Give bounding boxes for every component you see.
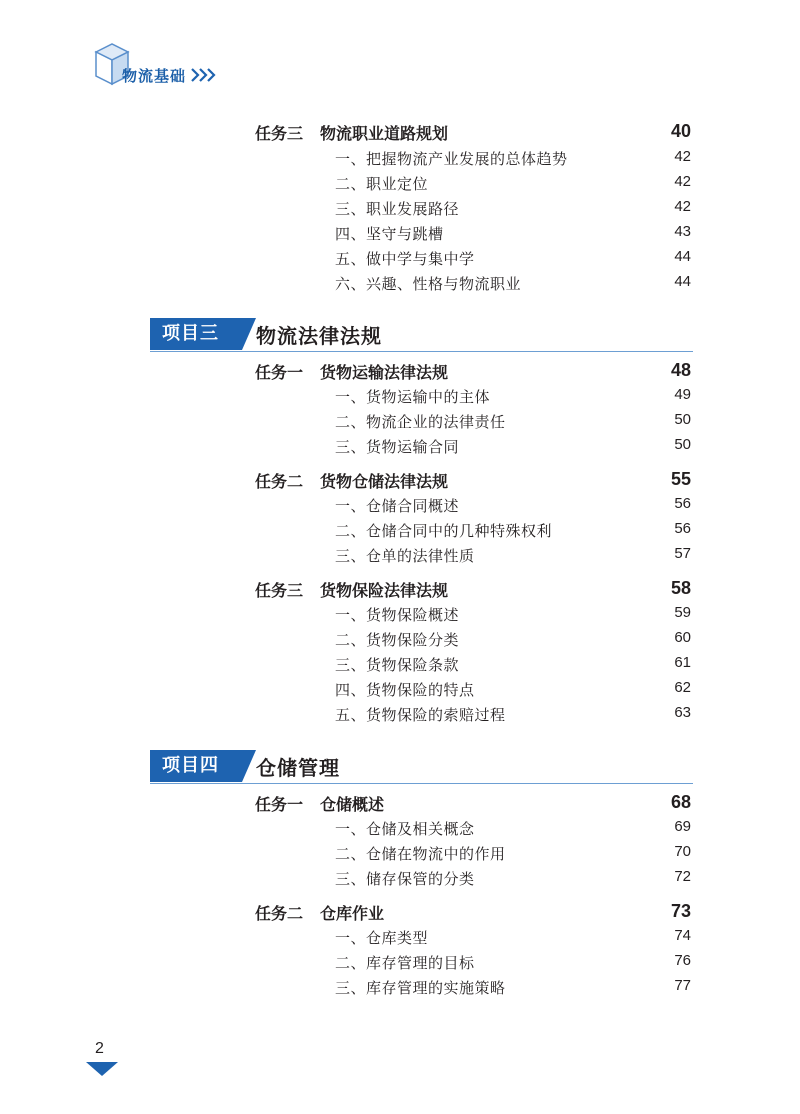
item-title: 三、储存保管的分类 bbox=[335, 870, 475, 888]
project-rule bbox=[150, 783, 693, 784]
item-page: 61 bbox=[674, 654, 691, 671]
item-title: 三、货物运输合同 bbox=[335, 438, 460, 456]
task-page: 68 bbox=[670, 792, 691, 812]
item-title: 五、货物保险的索赔过程 bbox=[335, 706, 506, 724]
running-header bbox=[92, 42, 232, 90]
toc-item-row[interactable] bbox=[0, 411, 800, 437]
item-page: 74 bbox=[674, 927, 691, 944]
toc-item-row[interactable] bbox=[0, 629, 800, 655]
project-banner[interactable] bbox=[150, 750, 695, 786]
task-title: 货物运输法律法规 bbox=[320, 363, 449, 382]
triangle-down-icon bbox=[86, 1062, 118, 1076]
toc-item-row[interactable] bbox=[0, 223, 800, 249]
toc-item-row[interactable] bbox=[0, 148, 800, 174]
toc-item-row[interactable] bbox=[0, 679, 800, 705]
item-title: 三、货物保险条款 bbox=[335, 656, 460, 674]
toc-task-row[interactable] bbox=[0, 901, 800, 927]
item-title: 二、库存管理的目标 bbox=[335, 954, 475, 972]
project-badge: 项目四 bbox=[150, 750, 242, 782]
item-page: 50 bbox=[674, 436, 691, 453]
item-title: 三、职业发展路径 bbox=[335, 200, 460, 218]
toc-task-row[interactable] bbox=[0, 121, 800, 147]
item-title: 一、仓储合同概述 bbox=[335, 497, 460, 515]
project-badge-tip bbox=[242, 750, 256, 782]
task-label: 任务三 bbox=[255, 581, 304, 600]
item-page: 56 bbox=[674, 495, 691, 512]
toc-item-row[interactable] bbox=[0, 248, 800, 274]
toc-item-row[interactable] bbox=[0, 173, 800, 199]
item-page: 50 bbox=[674, 411, 691, 428]
item-title: 一、仓储及相关概念 bbox=[335, 820, 475, 838]
item-page: 76 bbox=[674, 952, 691, 969]
task-title: 物流职业道路规划 bbox=[320, 124, 449, 143]
item-page: 77 bbox=[674, 977, 691, 994]
item-page: 72 bbox=[674, 868, 691, 885]
item-title: 一、把握物流产业发展的总体趋势 bbox=[335, 150, 568, 168]
task-title: 仓库作业 bbox=[320, 904, 385, 923]
item-page: 49 bbox=[674, 386, 691, 403]
task-label: 任务二 bbox=[255, 904, 304, 923]
item-page: 63 bbox=[674, 704, 691, 721]
project-title: 仓储管理 bbox=[256, 756, 340, 780]
task-page: 40 bbox=[670, 121, 691, 141]
item-page: 42 bbox=[674, 173, 691, 190]
item-title: 一、货物保险概述 bbox=[335, 606, 460, 624]
task-title: 货物保险法律法规 bbox=[320, 581, 449, 600]
item-title: 二、仓储合同中的几种特殊权利 bbox=[335, 522, 553, 540]
item-page: 69 bbox=[674, 818, 691, 835]
item-title: 二、职业定位 bbox=[335, 175, 429, 193]
task-page: 58 bbox=[670, 578, 691, 598]
toc-item-row[interactable] bbox=[0, 495, 800, 521]
item-page: 42 bbox=[674, 198, 691, 215]
item-page: 56 bbox=[674, 520, 691, 537]
toc-task-row[interactable] bbox=[0, 469, 800, 495]
task-page: 55 bbox=[670, 469, 691, 489]
task-label: 任务一 bbox=[255, 363, 304, 382]
task-label: 任务三 bbox=[255, 124, 304, 143]
item-page: 70 bbox=[674, 843, 691, 860]
toc-item-row[interactable] bbox=[0, 386, 800, 412]
item-title: 二、货物保险分类 bbox=[335, 631, 460, 649]
item-title: 一、仓库类型 bbox=[335, 929, 429, 947]
item-page: 60 bbox=[674, 629, 691, 646]
item-title: 五、做中学与集中学 bbox=[335, 250, 475, 268]
toc-item-row[interactable] bbox=[0, 843, 800, 869]
item-page: 43 bbox=[674, 223, 691, 240]
item-title: 二、物流企业的法律责任 bbox=[335, 413, 506, 431]
task-title: 仓储概述 bbox=[320, 795, 385, 814]
project-rule bbox=[150, 351, 693, 352]
chevrons-right-icon bbox=[190, 68, 220, 82]
item-page: 59 bbox=[674, 604, 691, 621]
toc-item-row[interactable] bbox=[0, 927, 800, 953]
item-page: 62 bbox=[674, 679, 691, 696]
toc-task-row[interactable] bbox=[0, 792, 800, 818]
toc-item-row[interactable] bbox=[0, 952, 800, 978]
task-label: 任务一 bbox=[255, 795, 304, 814]
toc-task-row[interactable] bbox=[0, 360, 800, 386]
project-banner[interactable] bbox=[150, 318, 695, 354]
toc-item-row[interactable] bbox=[0, 977, 800, 1003]
toc-item-row[interactable] bbox=[0, 273, 800, 299]
item-title: 三、库存管理的实施策略 bbox=[335, 979, 506, 997]
toc-item-row[interactable] bbox=[0, 818, 800, 844]
item-title: 二、仓储在物流中的作用 bbox=[335, 845, 506, 863]
toc-item-row[interactable] bbox=[0, 198, 800, 224]
item-title: 一、货物运输中的主体 bbox=[335, 388, 491, 406]
toc-item-row[interactable] bbox=[0, 520, 800, 546]
item-page: 42 bbox=[674, 148, 691, 165]
item-title: 四、货物保险的特点 bbox=[335, 681, 475, 699]
toc-item-row[interactable] bbox=[0, 654, 800, 680]
toc-item-row[interactable] bbox=[0, 704, 800, 730]
item-page: 44 bbox=[674, 273, 691, 290]
header-title: 物流基础 bbox=[122, 67, 187, 85]
page-number: 2 bbox=[95, 1040, 104, 1057]
toc-item-row[interactable] bbox=[0, 436, 800, 462]
item-title: 三、仓单的法律性质 bbox=[335, 547, 475, 565]
project-badge-tip bbox=[242, 318, 256, 350]
task-title: 货物仓储法律法规 bbox=[320, 472, 449, 491]
task-page: 73 bbox=[670, 901, 691, 921]
project-title: 物流法律法规 bbox=[256, 324, 382, 348]
item-page: 57 bbox=[674, 545, 691, 562]
item-title: 六、兴趣、性格与物流职业 bbox=[335, 275, 522, 293]
task-label: 任务二 bbox=[255, 472, 304, 491]
item-page: 44 bbox=[674, 248, 691, 265]
toc-task-row[interactable] bbox=[0, 578, 800, 604]
item-title: 四、坚守与跳槽 bbox=[335, 225, 444, 243]
toc-item-row[interactable] bbox=[0, 868, 800, 894]
toc-item-row[interactable] bbox=[0, 545, 800, 571]
task-page: 48 bbox=[670, 360, 691, 380]
project-badge: 项目三 bbox=[150, 318, 242, 350]
toc-item-row[interactable] bbox=[0, 604, 800, 630]
